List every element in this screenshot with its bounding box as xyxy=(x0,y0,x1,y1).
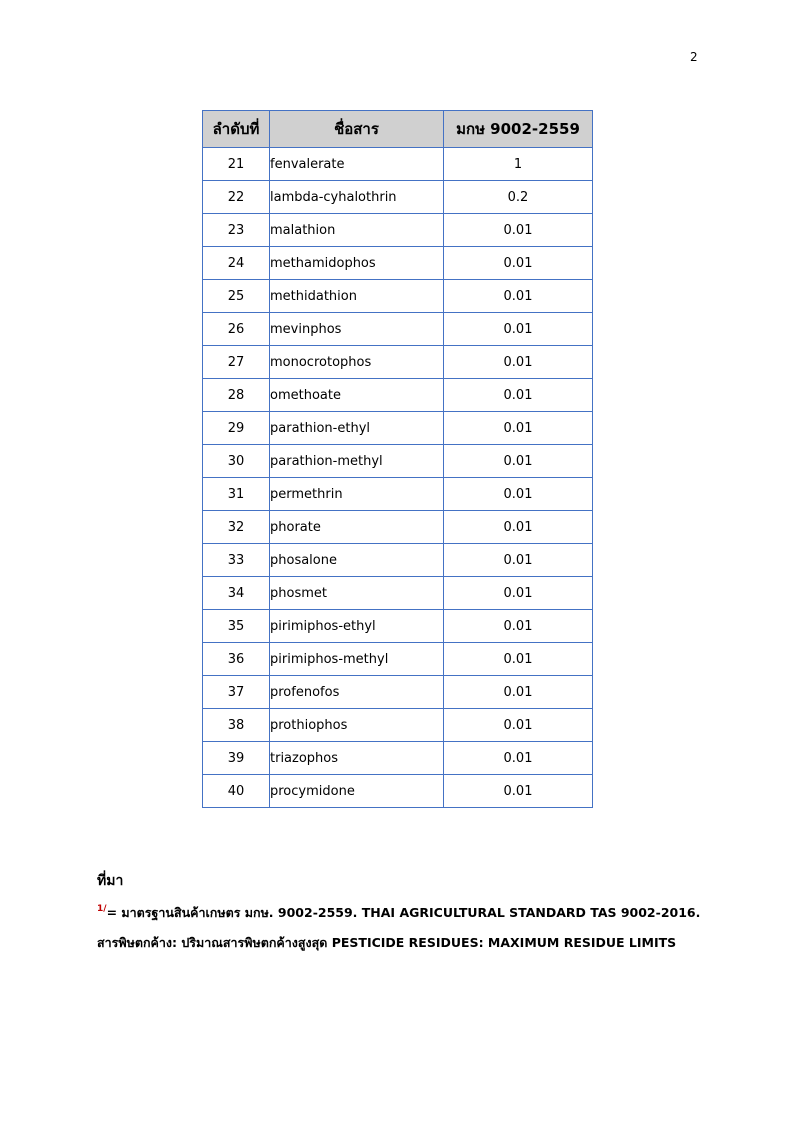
table-row xyxy=(203,214,593,247)
limit-value-cell: 1 xyxy=(444,148,593,181)
limit-value-cell: 0.01 xyxy=(444,775,593,808)
row-number-cell: 21 xyxy=(203,148,270,181)
row-number-cell: 37 xyxy=(203,676,270,709)
substance-name-cell: phosmet xyxy=(270,577,444,610)
substance-name-cell: procymidone xyxy=(270,775,444,808)
table-row xyxy=(203,313,593,346)
table-row xyxy=(203,247,593,280)
substance-name-cell: prothiophos xyxy=(270,709,444,742)
limit-value-cell: 0.2 xyxy=(444,181,593,214)
row-number-cell: 38 xyxy=(203,709,270,742)
table-row xyxy=(203,478,593,511)
limit-value-cell: 0.01 xyxy=(444,445,593,478)
substance-name-cell: pirimiphos-methyl xyxy=(270,643,444,676)
reference-line-2: สารพิษตกค้าง: ปริมาณสารพิษตกค้างสูงสุด PESTICIDE RESIDUES: MAXIMUM RESIDUE LIMITS xyxy=(97,935,677,950)
row-number-cell: 40 xyxy=(203,775,270,808)
table-row xyxy=(203,280,593,313)
substance-name-cell: parathion-methyl xyxy=(270,445,444,478)
row-number-cell: 27 xyxy=(203,346,270,379)
substance-name-cell: methidathion xyxy=(270,280,444,313)
limit-value-cell: 0.01 xyxy=(444,709,593,742)
limit-value-cell: 0.01 xyxy=(444,247,593,280)
row-number-cell: 29 xyxy=(203,412,270,445)
row-number-cell: 26 xyxy=(203,313,270,346)
row-number-cell: 33 xyxy=(203,544,270,577)
page-number: 2 xyxy=(690,50,698,64)
substance-name-cell: phosalone xyxy=(270,544,444,577)
residue-limits-table xyxy=(202,110,593,808)
substance-name-cell: pirimiphos-ethyl xyxy=(270,610,444,643)
substance-name-cell: fenvalerate xyxy=(270,148,444,181)
reference-text-1: = มาตรฐานสินค้าเกษตร มกษ. 9002-2559. THAI AGRICULTURAL STANDARD TAS 9002-2016. xyxy=(106,905,701,920)
row-number-cell: 28 xyxy=(203,379,270,412)
row-number-cell: 23 xyxy=(203,214,270,247)
table-header-row xyxy=(203,111,593,148)
header-standard-limit: มกษ 9002-2559 xyxy=(444,111,593,148)
table-row xyxy=(203,181,593,214)
row-number-cell: 35 xyxy=(203,610,270,643)
row-number-cell: 36 xyxy=(203,643,270,676)
table-row xyxy=(203,445,593,478)
substance-name-cell: monocrotophos xyxy=(270,346,444,379)
limit-value-cell: 0.01 xyxy=(444,346,593,379)
header-order-number: ลำดับที่ xyxy=(203,111,270,148)
limit-value-cell: 0.01 xyxy=(444,478,593,511)
table-row xyxy=(203,346,593,379)
table-row xyxy=(203,544,593,577)
limit-value-cell: 0.01 xyxy=(444,643,593,676)
limit-value-cell: 0.01 xyxy=(444,379,593,412)
limit-value-cell: 0.01 xyxy=(444,412,593,445)
limit-value-cell: 0.01 xyxy=(444,676,593,709)
table-row xyxy=(203,511,593,544)
row-number-cell: 32 xyxy=(203,511,270,544)
table-row xyxy=(203,577,593,610)
row-number-cell: 34 xyxy=(203,577,270,610)
substance-name-cell: malathion xyxy=(270,214,444,247)
substance-name-cell: mevinphos xyxy=(270,313,444,346)
table-row xyxy=(203,379,593,412)
source-heading: ที่มา xyxy=(97,873,124,889)
limit-value-cell: 0.01 xyxy=(444,610,593,643)
row-number-cell: 39 xyxy=(203,742,270,775)
limit-value-cell: 0.01 xyxy=(444,280,593,313)
row-number-cell: 31 xyxy=(203,478,270,511)
table-row xyxy=(203,412,593,445)
substance-name-cell: parathion-ethyl xyxy=(270,412,444,445)
substance-name-cell: permethrin xyxy=(270,478,444,511)
limit-value-cell: 0.01 xyxy=(444,544,593,577)
table-row xyxy=(203,610,593,643)
reference-line-1 xyxy=(97,903,700,923)
table-row xyxy=(203,775,593,808)
substance-name-cell: lambda-cyhalothrin xyxy=(270,181,444,214)
substance-name-cell: profenofos xyxy=(270,676,444,709)
table-row xyxy=(203,148,593,181)
limit-value-cell: 0.01 xyxy=(444,313,593,346)
table-row xyxy=(203,643,593,676)
substance-name-cell: methamidophos xyxy=(270,247,444,280)
limit-value-cell: 0.01 xyxy=(444,214,593,247)
row-number-cell: 25 xyxy=(203,280,270,313)
reference-superscript: 1/ xyxy=(97,904,107,914)
header-substance-name: ชื่อสาร xyxy=(270,111,444,148)
row-number-cell: 22 xyxy=(203,181,270,214)
row-number-cell: 24 xyxy=(203,247,270,280)
table-body xyxy=(203,148,593,808)
row-number-cell: 30 xyxy=(203,445,270,478)
substance-name-cell: phorate xyxy=(270,511,444,544)
limit-value-cell: 0.01 xyxy=(444,577,593,610)
substance-name-cell: omethoate xyxy=(270,379,444,412)
limit-value-cell: 0.01 xyxy=(444,742,593,775)
table-row xyxy=(203,676,593,709)
table-row xyxy=(203,742,593,775)
limit-value-cell: 0.01 xyxy=(444,511,593,544)
table-row xyxy=(203,709,593,742)
substance-name-cell: triazophos xyxy=(270,742,444,775)
